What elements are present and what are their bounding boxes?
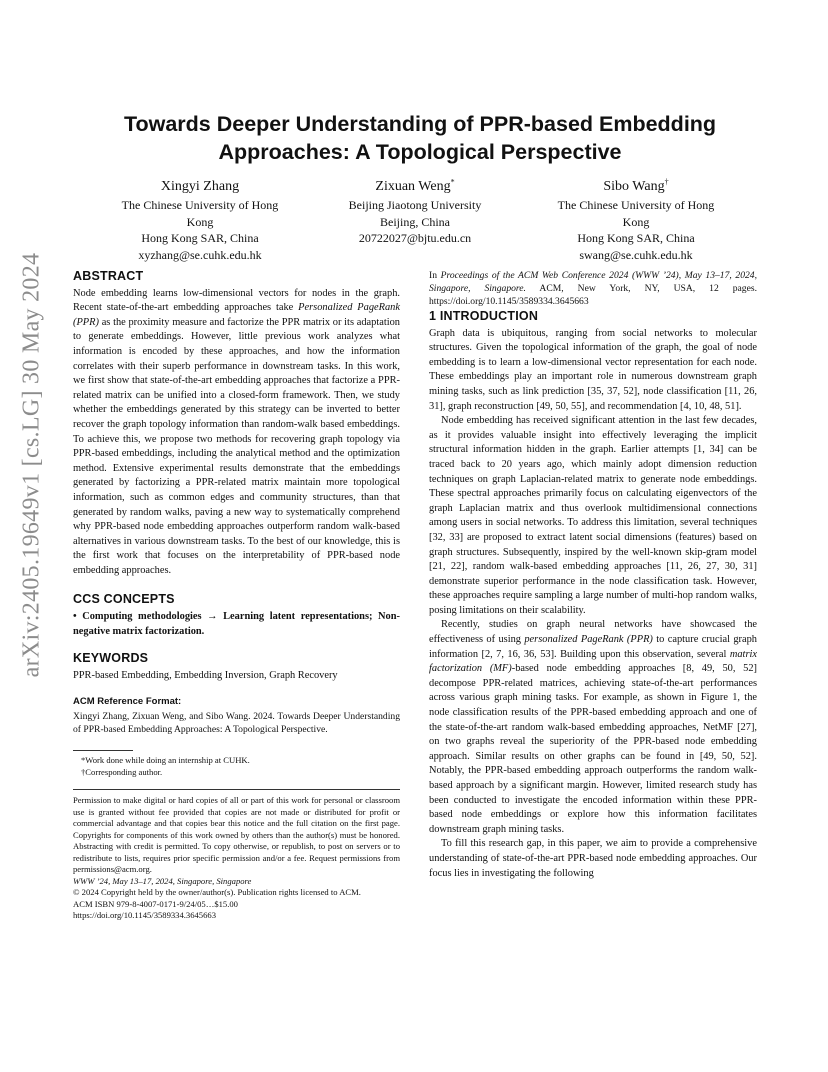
author-location: Beijing, China [380, 214, 450, 229]
doi-link[interactable]: https://doi.org/10.1145/3589334.3645663 [73, 910, 216, 921]
author-affiliation-cont: Kong [186, 214, 214, 229]
keywords-heading: KEYWORDS [73, 651, 149, 666]
footnote-divider [73, 750, 133, 751]
author-affiliation-cont: Kong [622, 214, 650, 229]
author-name: Xingyi Zhang [160, 179, 240, 194]
isbn-line: ACM ISBN 979-8-4007-0171-9/24/05…$15.00 [73, 898, 238, 909]
paper-title [90, 110, 750, 166]
author-email: 20722027@bjtu.edu.cn [358, 231, 472, 245]
left-column [73, 269, 400, 922]
acm-reference-heading: ACM Reference Format: [73, 696, 182, 708]
footnote-internship: *Work done while doing an internship at CUHK. [81, 755, 250, 766]
keywords-text: PPR-based Embedding, Embedding Inversion, Graph Recovery [73, 669, 338, 681]
author-affiliation: The Chinese University of Hong [557, 198, 715, 212]
intro-paragraph-4: To fill this research gap, in this paper, we aim to provide a comprehensive understanding of state-of-the-art PPR-based node embedding approaches. Our focus lies in investigating the following [429, 838, 757, 879]
author-affiliation: Beijing Jiaotong University [348, 198, 482, 212]
author-email: xyzhang@se.cuhk.edu.hk [138, 247, 262, 262]
proceedings-suffix: ACM, New York, NY, USA, 12 pages. https://doi.org/10.1145/3589334.3645663 [429, 283, 757, 307]
author-block-3 [538, 178, 734, 263]
author-block-1 [100, 178, 300, 263]
author-name: Zixuan Weng* [375, 177, 455, 194]
intro-paragraph-3: Recently, studies on graph neural networks have showcased the effectiveness of using personalized PageRank (PPR) to capture crucial graph information [2, 7, 16, 36, 53]. Building upon this observation, several matrix factorization (MF)-based node embedding approaches [8, 49, 50, 52] decompose PPR-related matrices, achieving state-of-the-art performances across various graph mining tasks. For example, as shown in Figure 1, the node classification results of the PPR-based embedding approach and one of the state-of-the-art random walk-based embedding approaches, NetMF [27], on two graphs reveal the superiority of the PPR-based node embedding approach. Similar results on other graphs can be found in [49, 50, 52]. Notably, the PPR-based embedding approach outperforms the random walk-based approach by a significant margin. However, limited research study has been conducted to investigate the encoded information within these PPR-based node embeddings or explore how this information facilitates downstream graph mining tasks. [429, 619, 757, 835]
footnote-corresponding: †Corresponding author. [81, 766, 163, 777]
title-line-1: Towards Deeper Understanding of PPR-based Embedding [123, 112, 717, 136]
arxiv-id-text: arXiv:2405.19649v1 [cs.LG] 30 May 2024 [18, 252, 45, 678]
ccs-text: • Computing methodologies → Learning latent representations; Non-negative matrix factorization. [73, 611, 400, 637]
abstract-text: Node embedding learns low-dimensional vectors for nodes in the graph. Recent state-of-the-art embedding approaches take Personalized PageRank (PPR) as the proximity measure and factorize the PPR matrix or its adaptation to generate embeddings. However, little previous work analyzes what information is encoded by these approaches, and how the information correlates with their superb performance in downstream tasks. In this work, we first show that state-of-the-art embedding approaches that factorize a PPR-related matrix can be unified into a closed-form framework. Then, we study whether the embeddings generated by this strategy can be inverted to better recover the graph topology information than random-walk based embeddings. To achieve this, we propose two methods for recovering graph topology via PPR-based embeddings, including the analytical method and the optimization method. Extensive experimental results demonstrate that the embeddings generated by factorizing a PPR-related matrix maintain more topological information, such as common edges and community structures, than that generated by random walks, paving a new way to systematically comprehend why PPR-based node embedding approaches outperform random walk-based alternatives in various downstream tasks. To the best of our knowledge, this is the first work that focuses on the interpretability of PPR-based node embedding approaches. [73, 287, 400, 576]
ccs-heading: CCS CONCEPTS [73, 592, 175, 607]
venue-line: WWW ’24, May 13–17, 2024, Singapore, Singapore [73, 875, 252, 886]
permission-text: Permission to make digital or hard copies of all or part of this work for personal or classroom use is granted without fee provided that copies are not made or distributed for profit or commercial advantage and that copies bear this notice and the full citation on the first page. Copyrights for components of this work owned by others than the author(s) must be honored. Abstracting with credit is permitted. To copy otherwise, or republish, to post on servers or to redistribute to lists, requires prior specific permission and/or a fee. Request permissions from permissions@acm.org. [73, 795, 400, 875]
title-line-2: Approaches: A Topological Perspective [218, 140, 622, 164]
arxiv-identifier [10, 250, 54, 680]
author-affiliation: The Chinese University of Hong [121, 198, 279, 212]
right-column [429, 269, 757, 881]
author-name: Sibo Wang† [603, 177, 669, 194]
permission-block [73, 789, 400, 922]
author-email: swang@se.cuhk.edu.hk [579, 247, 693, 262]
intro-paragraph-1: Graph data is ubiquitous, ranging from social networks to molecular structures. Given the topological information of the graph, the goal of node embedding is to learn a low-dimensional vector representation for each node. These embeddings play an important role in numerous downstream graph mining tasks, such as link prediction [35, 37, 52], node classification [11, 26, 31], graph reconstruction [49, 50, 55], and recommendation [4, 10, 48, 51]. [429, 327, 757, 412]
author-location: Hong Kong SAR, China [141, 231, 259, 245]
author-block-2 [330, 178, 500, 247]
acm-reference-text: Xingyi Zhang, Zixuan Weng, and Sibo Wang. 2024. Towards Deeper Understanding of PPR-based Embedding Approaches: A Topological Perspective. [73, 711, 400, 736]
author-location: Hong Kong SAR, China [577, 231, 695, 245]
proceedings-venue: Proceedings of the ACM Web Conference 2024 (WWW ’24), May 13–17, 2024, Singapore, Singapore. [429, 270, 757, 294]
intro-paragraph-2: Node embedding has received significant attention in the last few decades, as it provides valuable insight into effectively leveraging the implicit structural information hidden in the graph. Earlier attempts [1, 34] can be traced back to 20 years ago, which mainly adopt dimension reduction techniques on graph Laplacian-related matrix to generate node embeddings. These spectral approaches primarily focus on calculating eigenvectors of the graph Laplacian matrix and thus overlook multidimensional connections among users in social networks. To address this limitation, several techniques [32, 33] are proposed to extract latent social dimensions (features) based on graph structures. Subsequently, inspired by the well-known skip-gram model [21, 22], random walk-based embedding approaches [11, 26, 27, 30, 31] demonstrate superior performance in the node classification task. However, these approaches require sampling a large number of multi-hop random walks, posing limitations on their scalability. [429, 415, 757, 616]
proceedings-reference: In Proceedings of the ACM Web Conference 2024 (WWW ’24), May 13–17, 2024, Singapore, Singapore. ACM, New York, NY, USA, 12 pages. https://doi.org/10.1145/3589334.3645663 [429, 270, 757, 307]
introduction-heading: 1 INTRODUCTION [429, 309, 539, 323]
abstract-heading: ABSTRACT [73, 269, 144, 283]
copyright-line: © 2024 Copyright held by the owner/author(s). Publication rights licensed to ACM. [73, 887, 361, 898]
